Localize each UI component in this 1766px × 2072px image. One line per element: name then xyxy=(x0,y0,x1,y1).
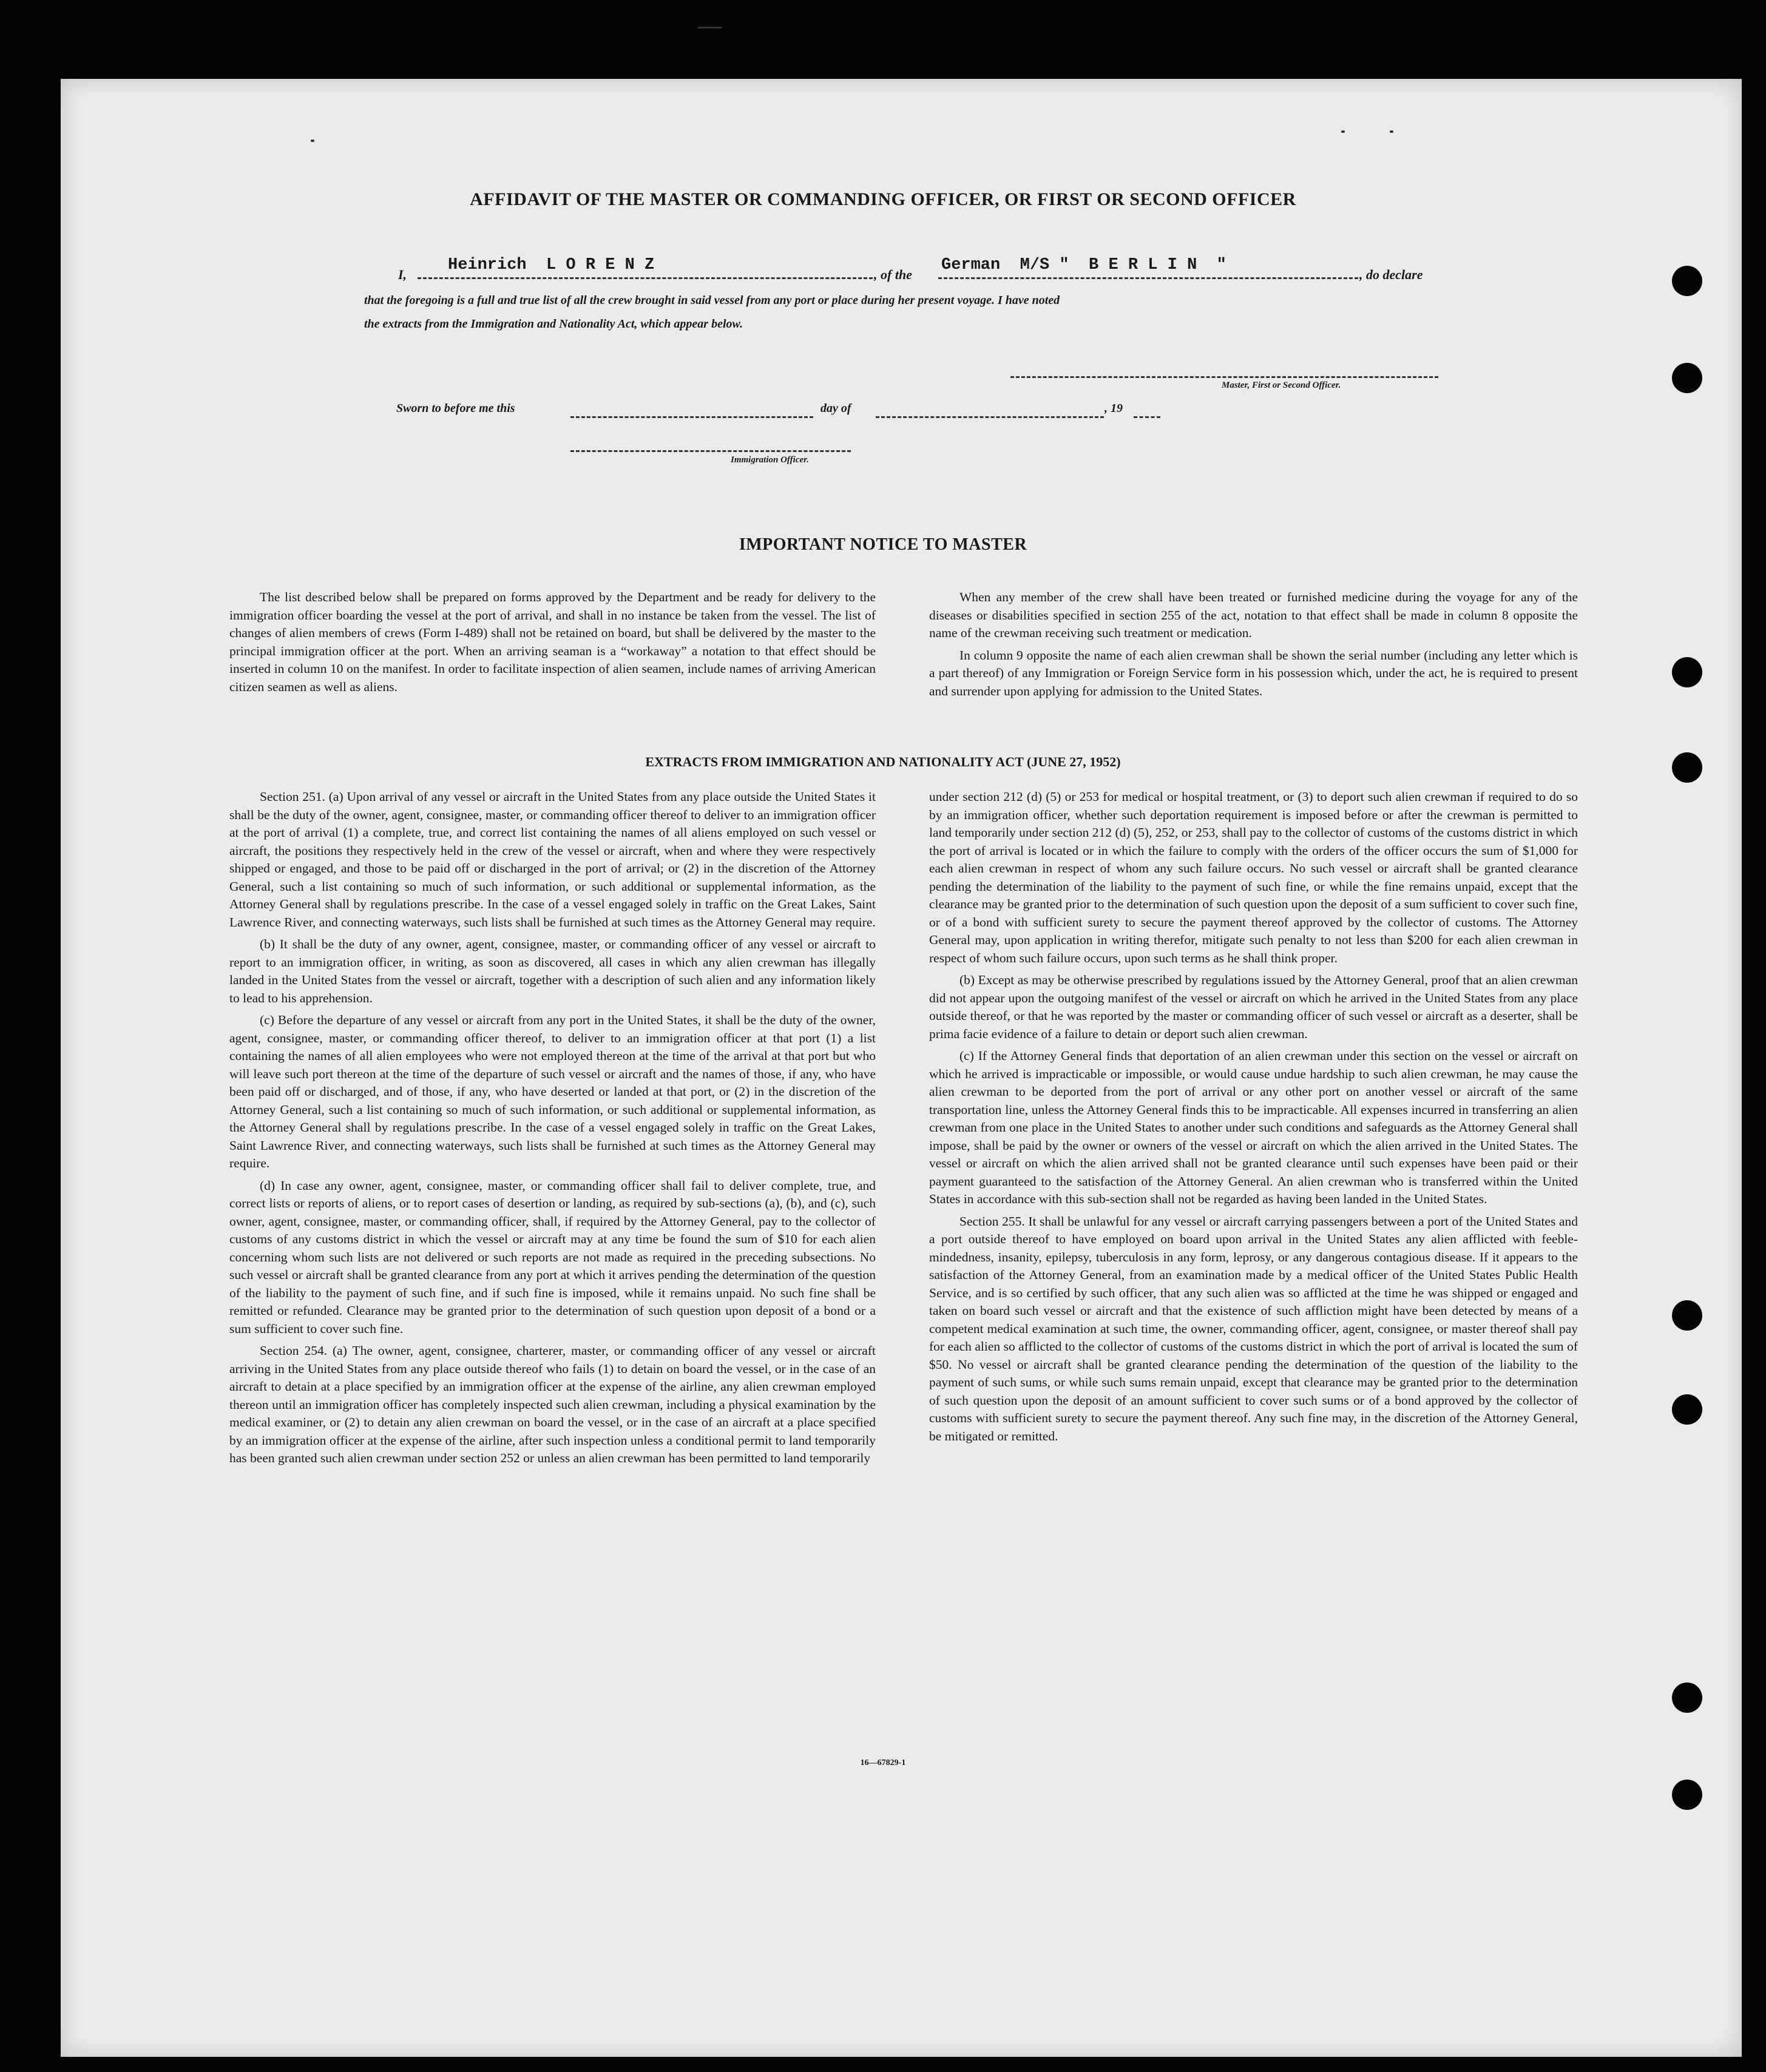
extract-paragraph: (b) It shall be the duty of any owner, agent, consignee, master, or commanding officer of any vessel or aircraft to report to an immigration officer, in writing, as soon as discovered, all cases in which any alien crewman has illegally landed in the United States from the vessel or aircraft, together with a description of such alien and any information likely to lead to his apprehension. xyxy=(229,937,876,1005)
binder-hole xyxy=(1672,1394,1702,1425)
signature-line xyxy=(1010,376,1438,378)
binder-hole xyxy=(1672,363,1702,393)
extract-paragraph: Section 254. (a) The owner, agent, consignee, charterer, master, or commanding officer of any vessel or aircraft arriving in the United States from any place outside thereof who fails (1) to detain on board the vessel, or in the case of an aircraft to detain at a place specified by an immigration officer at the expense of the airline, any alien crewman employed thereon until an immigration officer has completely inspected such alien crewman, including a physical examination by the medical examiner, or (2) to detain any alien crewman on board the vessel, or in the case of an aircraft at a place specified by an immigration officer at the expense of the airline, after such inspection unless a conditional permit to land temporarily has been granted such alien crewman under section 252 or unless an alien crewman has been permitted to land temporarily xyxy=(229,1343,876,1465)
extract-paragraph: (b) Except as may be otherwise prescribed by regulations issued by the Attorney General, proof that an alien crewman did not appear upon the outgoing manifest of the vessel or aircraft on which he arrived in the United States from any place outside thereof, or that he was reported by the master or commanding officer of such vessel or aircraft as a deserter, shall be prima facie evidence of a failure to detain or deport such alien crewman. xyxy=(929,973,1578,1041)
master-name-line xyxy=(418,277,873,279)
extract-paragraph: (c) If the Attorney General finds that deportation of an alien crewman under this section on the vessel or aircraft on which he arrived is impracticable or impossible, or would cause undue hardship to such alien crewman, he may cause the alien crewman to be deported from the port of arrival or any other port on another vessel or aircraft of the same transportation line, unless the Attorney General finds this to be impracticable. All expenses incurred in transferring an alien crewman from one place in the United States to another under such conditions and safeguards as the Attorney General shall impose, shall be paid by the owner or owners of the vessel or aircraft on which the alien arrived in the United States. The vessel or aircraft on which the alien arrived shall not be granted clearance until such expenses have been paid or their payment guaranteed to the satisfaction of the Attorney General. An alien crewman who is transferred within the United States in accordance with this sub-section shall not be regarded as having been landed in the United States. xyxy=(929,1048,1578,1206)
affidavit-line-3: the extracts from the Immigration and Nationality Act, which appear below. xyxy=(364,317,743,331)
extract-paragraph: (d) In case any owner, agent, consignee, master, or commanding officer shall fail to deliver complete, true, and correct lists or reports of aliens, or to report cases of desertion or landing, as required by sub-sections (a), (b), and (c), such owner, agent, consignee, master, or commanding officer, shall, if required by the Attorney General, pay to the collector of customs of any customs district in which the vessel or aircraft may at any time be found the sum of $10 for each alien concerning whom such lists are not delivered or such reports are not made as required in the preceding subsections. No such vessel or aircraft shall be granted clearance from any port at which it arrives pending the determination of the question of the liability to the payment of such fine, and if such fine is imposed, while it remains unpaid. No such fine shall be remitted or refunded. Clearance may be granted prior to the determination of such question upon deposit of a bond or a sum sufficient to cover such fine. xyxy=(229,1178,876,1336)
month-line xyxy=(876,416,1104,418)
extract-paragraph: Section 251. (a) Upon arrival of any vessel or aircraft in the United States from any place outside the United States it shall be the duty of the owner, agent, consignee, master, or commanding officer thereof to deliver to an immigration officer at the port of arrival (1) a complete, true, and correct list containing the names of all aliens employed on such vessel or aircraft, the positions they respectively held in the crew of the vessel or aircraft, when and where they were respectively shipped or engaged, and those to be paid off or discharged in the port of arrival; or (2) in the discretion of the Attorney General, such a list containing so much of such information, or such additional or supplemental information, as the Attorney General shall by regulations prescribe. In the case of a vessel engaged solely in traffic on the Great Lakes, Saint Lawrence River, and connecting waterways, such lists shall be furnished at such times as the Attorney General may require. xyxy=(229,789,876,930)
scan-speck xyxy=(698,27,722,29)
master-name: Heinrich L O R E N Z xyxy=(448,256,655,274)
affidavit-title: AFFIDAVIT OF THE MASTER OR COMMANDING OFFICER, OR FIRST OR SECOND OFFICER xyxy=(470,189,1296,209)
of-the-label: , of the xyxy=(874,267,912,282)
signature-caption: Master, First or Second Officer. xyxy=(1222,380,1341,390)
vessel-name: German M/S " B E R L I N " xyxy=(941,256,1226,274)
extracts-title: EXTRACTS FROM IMMIGRATION AND NATIONALITY ACT (JUNE 27, 1952) xyxy=(645,754,1121,769)
do-declare-label: , do declare xyxy=(1359,267,1423,282)
extracts-right-column xyxy=(929,788,1578,1445)
binder-hole xyxy=(1672,1300,1702,1331)
day-of-label: day of xyxy=(820,402,851,415)
binder-hole xyxy=(1672,657,1702,687)
year-line xyxy=(1134,416,1160,418)
notice-paragraph: In column 9 opposite the name of each alien crewman shall be shown the serial number (including any letter which is a part thereof) of any Immigration or Foreign Service form in his possession which, under the act, he is required to present and surrender upon applying for admission to the United States. xyxy=(929,647,1578,698)
year-label: , 19 xyxy=(1105,402,1123,415)
scan-speck xyxy=(311,140,314,142)
extracts-left-column xyxy=(229,788,876,1468)
notice-title: IMPORTANT NOTICE TO MASTER xyxy=(739,535,1027,554)
notice-paragraph: The list described below shall be prepared on forms approved by the Department and be ready for delivery to the immigration officer boarding the vessel at the port of arrival, and shall in no instance be taken from the vessel. The list of changes of alien members of crews (Form I-489) shall not be retained on board, but shall be delivered by the master to the principal immigration officer at the port. When an arriving seaman is a “workaway” a notation to that effect should be inserted in column 10 on the manifest. In order to facilitate inspection of alien seamen, include names of arriving American citizen seamen as well as aliens. xyxy=(229,590,876,694)
vessel-name-line xyxy=(938,277,1358,279)
notice-left-column xyxy=(229,589,876,696)
affidavit-i-label: I, xyxy=(398,267,407,282)
binder-hole xyxy=(1672,1682,1702,1713)
extract-paragraph: (c) Before the departure of any vessel or aircraft from any port in the United States, it shall be the duty of the owner, agent, consignee, master, or commanding officer thereof, to deliver to an immigration officer at that port (1) a list containing the names of all alien employees who were not employed thereon at the time of the arrival at that port but who will leave such port thereon at the time of the departure of such vessel or aircraft and the names of those, if any, who have been paid off or discharged, and of those, if any, who have deserted or landed at that port, or (2) in the discretion of the Attorney General, such a list containing so much of such information, or such additional or supplemental information, as the Attorney General shall by regulations prescribe. In the case of a vessel engaged solely in traffic on the Great Lakes, Saint Lawrence River, and connecting waterways, such lists shall be furnished at such times as the Attorney General may require. xyxy=(229,1013,876,1170)
notice-paragraph: When any member of the crew shall have been treated or furnished medicine during the voyage for any of the diseases or disabilities specified in section 255 of the act, notation to that effect shall be made in column 8 opposite the name of the crewman receiving such treatment or medication. xyxy=(929,590,1578,640)
officer-signature-line xyxy=(570,450,851,452)
binder-hole xyxy=(1672,266,1702,296)
sworn-date-line xyxy=(570,416,813,418)
extract-paragraph: under section 212 (d) (5) or 253 for medical or hospital treatment, or (3) to deport such alien crewman if required to do so by an immigration officer, whether such deportation requirement is imposed before or after the crewman is permitted to land temporarily under section 212 (d) (5), 252, or 253, shall pay to the collector of customs of the customs district in which the port of arrival is located or in which the failure to comply with the orders of the officer occurs the sum of $1,000 for each alien crewman in respect of whom any such failure occurs. No such vessel or aircraft shall be granted clearance pending the determination of the liability to the payment of such fine, or while the fine remains unpaid, except that the clearance may be granted prior to the determination of such question upon the deposit of a sum sufficient to cover such fine, or of a bond with sufficient surety to secure the payment thereof approved by the collector of customs. The Attorney General may, upon application in writing therefor, mitigate such penalty to not less than $200 for each alien crewman in respect of whom such failure occurs, upon such terms as he shall think proper. xyxy=(929,789,1578,965)
sworn-label: Sworn to before me this xyxy=(396,402,515,415)
officer-caption: Immigration Officer. xyxy=(731,455,809,465)
scan-speck xyxy=(1341,130,1345,133)
extract-paragraph: Section 255. It shall be unlawful for any vessel or aircraft carrying passengers between a port of the United States and a port outside thereof to have employed on board upon arrival in the United States any alien afflicted with feeble-mindedness, insanity, epilepsy, tuberculosis in any form, leprosy, or any dangerous contagious disease. If it appears to the satisfaction of the Attorney General, from an examination made by a medical officer of the United States Public Health Service, and is so certified by such officer, that any such alien was so afflicted at the time he was shipped or engaged and taken on board such vessel or aircraft and that the existence of such affliction might have been detected by means of a competent medical examination at such time, the owner, commanding officer, agent, consignee, or master thereof shall pay for each alien so afflicted to the collector of customs of the customs district in which the port of arrival is located the sum of $50. No vessel or aircraft shall be granted clearance pending the determination of the question of the liability to the payment of such sums, or while such sums remain unpaid, except that clearance may be granted prior to the determination of such question upon the deposit of an amount sufficient to cover such sums or of a bond approved by the collector of customs with sufficient surety to secure the payment thereof. Any such fine may, in the discretion of the Attorney General, be mitigated or remitted. xyxy=(929,1213,1578,1443)
form-number: 16—67829-1 xyxy=(860,1758,906,1767)
scan-speck xyxy=(1390,130,1393,133)
binder-hole xyxy=(1672,1780,1702,1810)
affidavit-line-2: that the foregoing is a full and true list of all the crew brought in said vessel from any port or place during her present voyage. I have noted xyxy=(364,294,1060,307)
notice-right-column xyxy=(929,589,1578,700)
